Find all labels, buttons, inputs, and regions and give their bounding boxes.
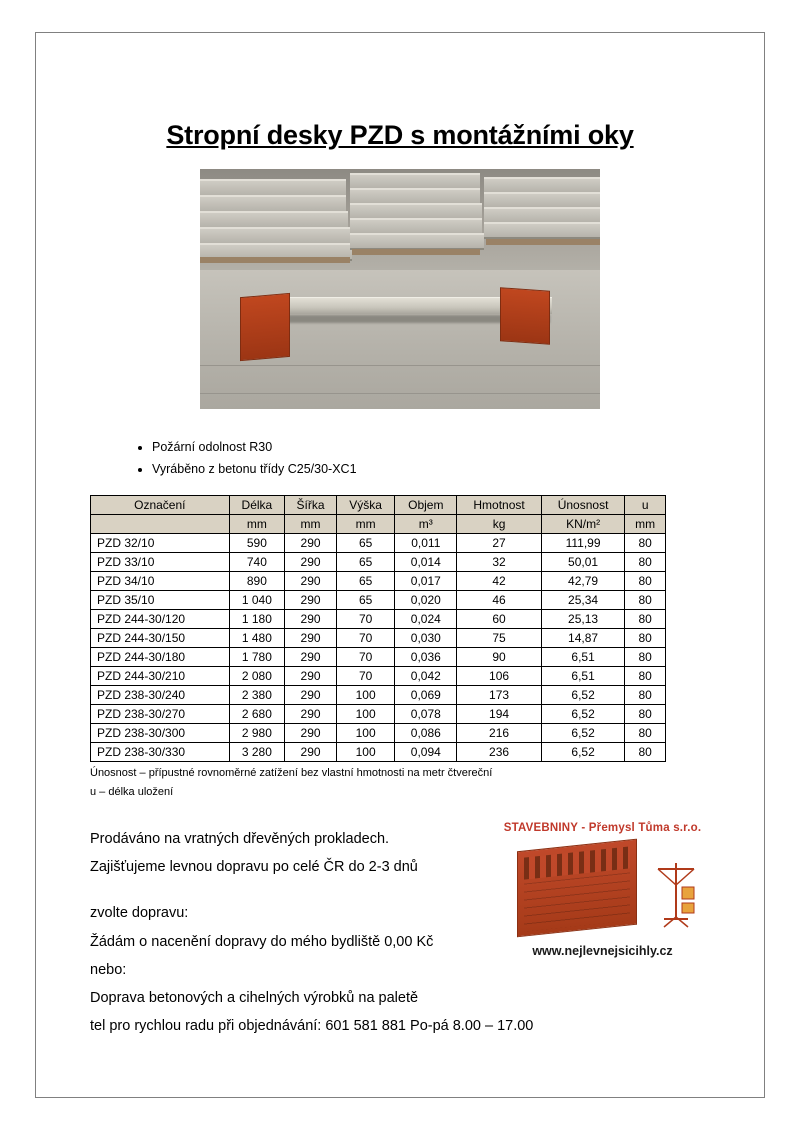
table-cell: 70	[336, 647, 394, 666]
table-cell: 2 980	[229, 723, 285, 742]
column-unit: KN/m²	[541, 514, 625, 533]
logo-artwork	[495, 841, 710, 937]
table-cell: 25,34	[541, 590, 625, 609]
support-brick-right	[500, 287, 550, 344]
table-cell: PZD 34/10	[91, 571, 230, 590]
table-cell: 0,078	[395, 704, 457, 723]
column-header: Šířka	[285, 495, 337, 514]
table-cell: 14,87	[541, 628, 625, 647]
table-cell: 70	[336, 628, 394, 647]
table-cell: 1 480	[229, 628, 285, 647]
list-item: • Vyráběno z betonu třídy C25/30-XC1	[152, 459, 710, 481]
table-cell: 80	[625, 552, 666, 571]
table-row	[91, 533, 666, 552]
column-header: Délka	[229, 495, 285, 514]
table-cell: 0,024	[395, 609, 457, 628]
table-cell: 290	[285, 723, 337, 742]
table-cell: 2 080	[229, 666, 285, 685]
table-cell: 100	[336, 704, 394, 723]
table-cell: 75	[457, 628, 541, 647]
document-content	[90, 120, 710, 1041]
table-cell: 80	[625, 628, 666, 647]
table-cell: 6,52	[541, 685, 625, 704]
table-cell: 0,017	[395, 571, 457, 590]
brick-rows	[524, 873, 630, 932]
table-cell: 6,52	[541, 742, 625, 761]
table-cell: PZD 35/10	[91, 590, 230, 609]
column-unit: m³	[395, 514, 457, 533]
list-item: • Požární odolnost R30	[152, 437, 710, 459]
column-header: Výška	[336, 495, 394, 514]
ground-crack	[200, 365, 600, 366]
table-cell: 80	[625, 742, 666, 761]
table-cell: 60	[457, 609, 541, 628]
shipping-prompt: zvolte dopravu:	[90, 905, 189, 922]
column-unit: kg	[457, 514, 541, 533]
body-line: Zajišťujeme levnou dopravu po celé ČR do 2-3 dnů	[90, 859, 418, 876]
table-note: u – délka uložení	[90, 786, 174, 799]
column-header: u	[625, 495, 666, 514]
table-cell: 90	[457, 647, 541, 666]
table-cell: 236	[457, 742, 541, 761]
feature-list	[90, 437, 710, 481]
table-cell: 100	[336, 723, 394, 742]
table-cell: 27	[457, 533, 541, 552]
shipping-option-quote[interactable]: Žádám o nacenění dopravy do mého bydliště 0,00 Kč	[90, 933, 434, 950]
table-cell: 194	[457, 704, 541, 723]
table-row	[91, 704, 666, 723]
table-head	[91, 495, 666, 533]
column-unit: mm	[285, 514, 337, 533]
pallet-wood-beam	[200, 257, 350, 263]
table-cell: 0,020	[395, 590, 457, 609]
table-row	[91, 571, 666, 590]
table-cell: 1 180	[229, 609, 285, 628]
table-row	[91, 628, 666, 647]
pallet-stack	[350, 233, 484, 250]
table-cell: 32	[457, 552, 541, 571]
table-cell: 80	[625, 685, 666, 704]
table-cell: 0,014	[395, 552, 457, 571]
table-cell: 50,01	[541, 552, 625, 571]
table-cell: 0,011	[395, 533, 457, 552]
table-cell: 80	[625, 723, 666, 742]
body-line: Prodáváno na vratných dřevěných prokladech.	[90, 830, 390, 847]
table-cell: 1 780	[229, 647, 285, 666]
table-units-row	[91, 514, 666, 533]
shipping-option-separator: nebo:	[90, 961, 127, 978]
brick-icon	[517, 839, 637, 938]
table-body	[91, 533, 666, 761]
table-cell: 100	[336, 685, 394, 704]
table-cell: 290	[285, 552, 337, 571]
table-cell: PZD 32/10	[91, 533, 230, 552]
table-cell: 0,036	[395, 647, 457, 666]
table-cell: 80	[625, 609, 666, 628]
crane-icon	[648, 859, 704, 929]
table-cell: 290	[285, 590, 337, 609]
lower-text-block	[90, 821, 710, 1041]
table-cell: 42	[457, 571, 541, 590]
table-cell: 290	[285, 742, 337, 761]
table-cell: 0,094	[395, 742, 457, 761]
table-row	[91, 647, 666, 666]
column-unit: mm	[229, 514, 285, 533]
table-cell: 2 380	[229, 685, 285, 704]
shipping-option-pallet[interactable]: Doprava betonových a cihelných výrobků na paletě	[90, 990, 419, 1007]
table-cell: 100	[336, 742, 394, 761]
column-unit	[91, 514, 230, 533]
product-photo	[200, 169, 600, 409]
table-cell: 70	[336, 666, 394, 685]
support-brick-left	[240, 293, 290, 361]
table-row	[91, 609, 666, 628]
table-cell: PZD 244-30/120	[91, 609, 230, 628]
company-logo	[495, 817, 710, 964]
logo-website-url[interactable]: www.nejlevnejsicihly.cz	[532, 944, 673, 959]
table-cell: 290	[285, 571, 337, 590]
table-cell: 3 280	[229, 742, 285, 761]
table-cell: PZD 238-30/300	[91, 723, 230, 742]
table-cell: 6,52	[541, 723, 625, 742]
table-cell: 173	[457, 685, 541, 704]
table-cell: 290	[285, 609, 337, 628]
pallet-wood-beam	[486, 239, 600, 245]
table-cell: 42,79	[541, 571, 625, 590]
table-cell: 290	[285, 666, 337, 685]
table-cell: PZD 244-30/210	[91, 666, 230, 685]
contact-phone-line: tel pro rychlou radu při objednávání: 601 581 881 Po-pá 8.00 – 17.00	[90, 1018, 534, 1035]
table-cell: 6,51	[541, 647, 625, 666]
table-cell: PZD 238-30/240	[91, 685, 230, 704]
table-cell: PZD 238-30/270	[91, 704, 230, 723]
table-cell: 65	[336, 590, 394, 609]
table-cell: 111,99	[541, 533, 625, 552]
table-cell: 25,13	[541, 609, 625, 628]
table-cell: 65	[336, 552, 394, 571]
table-row	[91, 685, 666, 704]
table-cell: 216	[457, 723, 541, 742]
table-cell: PZD 33/10	[91, 552, 230, 571]
table-cell: 290	[285, 533, 337, 552]
table-cell: 80	[625, 590, 666, 609]
table-cell: 740	[229, 552, 285, 571]
table-cell: 70	[336, 609, 394, 628]
table-header-row	[91, 495, 666, 514]
table-row	[91, 590, 666, 609]
table-cell: 0,030	[395, 628, 457, 647]
table-cell: 80	[625, 571, 666, 590]
table-cell: 65	[336, 533, 394, 552]
table-row	[91, 723, 666, 742]
table-cell: 80	[625, 704, 666, 723]
table-cell: 80	[625, 666, 666, 685]
logo-company-name: STAVEBNINY - Přemysl Tůma s.r.o.	[503, 821, 702, 834]
table-cell: 290	[285, 628, 337, 647]
table-cell: 290	[285, 685, 337, 704]
table-cell: 6,51	[541, 666, 625, 685]
table-row	[91, 552, 666, 571]
table-cell: 1 040	[229, 590, 285, 609]
table-row	[91, 666, 666, 685]
column-header: Označení	[91, 495, 230, 514]
table-row	[91, 742, 666, 761]
table-cell: 80	[625, 533, 666, 552]
column-unit: mm	[336, 514, 394, 533]
pallet-stack	[484, 222, 600, 239]
page-title: Stropní desky PZD s montážními oky	[166, 120, 634, 150]
pallet-wood-beam	[352, 249, 480, 255]
column-header: Hmotnost	[457, 495, 541, 514]
table-cell: 0,042	[395, 666, 457, 685]
table-note: Únosnost – přípustné rovnoměrné zatížení bez vlastní hmotnosti na metr čtvereční	[90, 766, 493, 779]
table-cell: PZD 244-30/180	[91, 647, 230, 666]
table-cell: 106	[457, 666, 541, 685]
column-unit: mm	[625, 514, 666, 533]
table-cell: 290	[285, 647, 337, 666]
table-cell: 80	[625, 647, 666, 666]
table-cell: PZD 238-30/330	[91, 742, 230, 761]
ground-crack	[200, 393, 600, 394]
table-cell: 2 680	[229, 704, 285, 723]
table-cell: 0,086	[395, 723, 457, 742]
table-cell: PZD 244-30/150	[91, 628, 230, 647]
table-cell: 6,52	[541, 704, 625, 723]
column-header: Objem	[395, 495, 457, 514]
table-cell: 890	[229, 571, 285, 590]
column-header: Únosnost	[541, 495, 625, 514]
table-cell: 46	[457, 590, 541, 609]
table-cell: 65	[336, 571, 394, 590]
table-cell: 590	[229, 533, 285, 552]
table-cell: 0,069	[395, 685, 457, 704]
specification-table	[90, 495, 666, 762]
table-cell: 290	[285, 704, 337, 723]
